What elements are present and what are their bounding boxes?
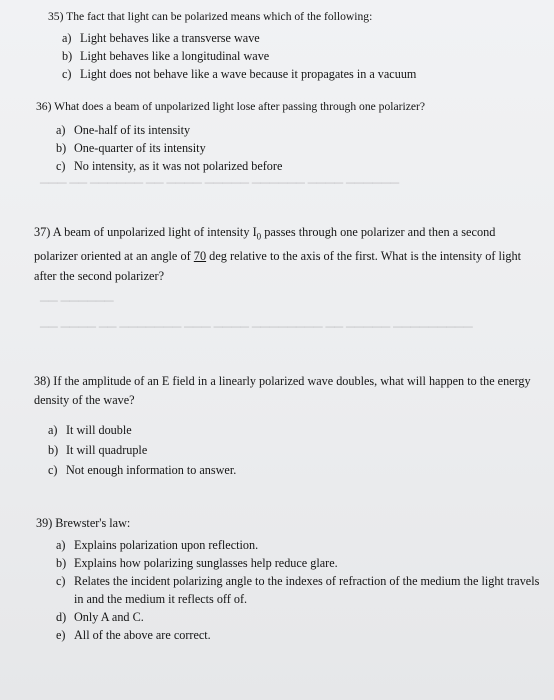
question-stem-part3: deg relative to the axis of the first. What is the intensity of light after the second polarizer? (34, 249, 522, 284)
question-39 (36, 514, 546, 644)
question-stem: 39) Brewster's law: (36, 516, 131, 530)
intensity-subscript: 0 (256, 231, 262, 242)
bleed-through-text: ▔▔▔ ▔▔ ▔▔▔▔▔▔ ▔▔ ▔▔▔▔ ▔▔▔▔▔ ▔▔▔▔▔▔ ▔▔▔▔ ▔▔▔▔▔▔ (40, 184, 400, 196)
option-c: c) Not enough information to answer. (48, 463, 237, 477)
option-b: b) One-quarter of its intensity (56, 141, 206, 155)
question-stem-part1: 37) A beam of unpolarized light of intensity I (34, 225, 257, 239)
question-stem: 35) The fact that light can be polarized means which of the following: (48, 10, 373, 23)
option-c: c) Relates the incident polarizing angle to the indexes of refraction of the medium the light travels in and the medium it reflects off of. (56, 574, 540, 606)
question-stem-part2: passes through one polarizer and then a second polarizer oriented at an angle of (34, 225, 496, 264)
option-a: a) One-half of its intensity (56, 123, 191, 137)
option-b: b) Explains how polarizing sunglasses help reduce glare. (56, 556, 338, 570)
question-38 (34, 372, 544, 480)
option-c: c) No intensity, as it was not polarized before (56, 159, 283, 173)
bleed-through-text: ▔▔ ▔▔▔▔▔▔ (40, 302, 114, 314)
question-37 (34, 222, 542, 286)
question-35 (48, 8, 528, 83)
bleed-through-text: ▔▔ ▔▔▔▔ ▔▔ ▔▔▔▔▔▔▔ ▔▔▔ ▔▔▔▔ ▔▔▔▔▔▔▔▔ ▔▔ ▔▔▔▔▔ ▔▔▔▔▔▔▔▔▔ (40, 328, 473, 340)
option-a: a) Light behaves like a transverse wave (62, 31, 260, 45)
option-a: a) Explains polarization upon reflection. (56, 538, 259, 552)
question-36 (36, 98, 536, 175)
option-c: c) Light does not behave like a wave because it propagates in a vacuum (62, 67, 417, 81)
option-a: a) It will double (48, 423, 132, 437)
question-stem: 36) What does a beam of unpolarized light lose after passing through one polarizer? (36, 100, 426, 113)
angle-value: 70 (193, 249, 207, 264)
option-e: e) All of the above are correct. (56, 628, 211, 642)
option-d: d) Only A and C. (56, 610, 144, 624)
question-stem: 38) If the amplitude of an E field in a linearly polarized wave doubles, what will happen to the energy density of the wave? (34, 374, 531, 407)
option-b: b) It will quadruple (48, 443, 148, 457)
option-b: b) Light behaves like a longitudinal wave (62, 49, 270, 63)
